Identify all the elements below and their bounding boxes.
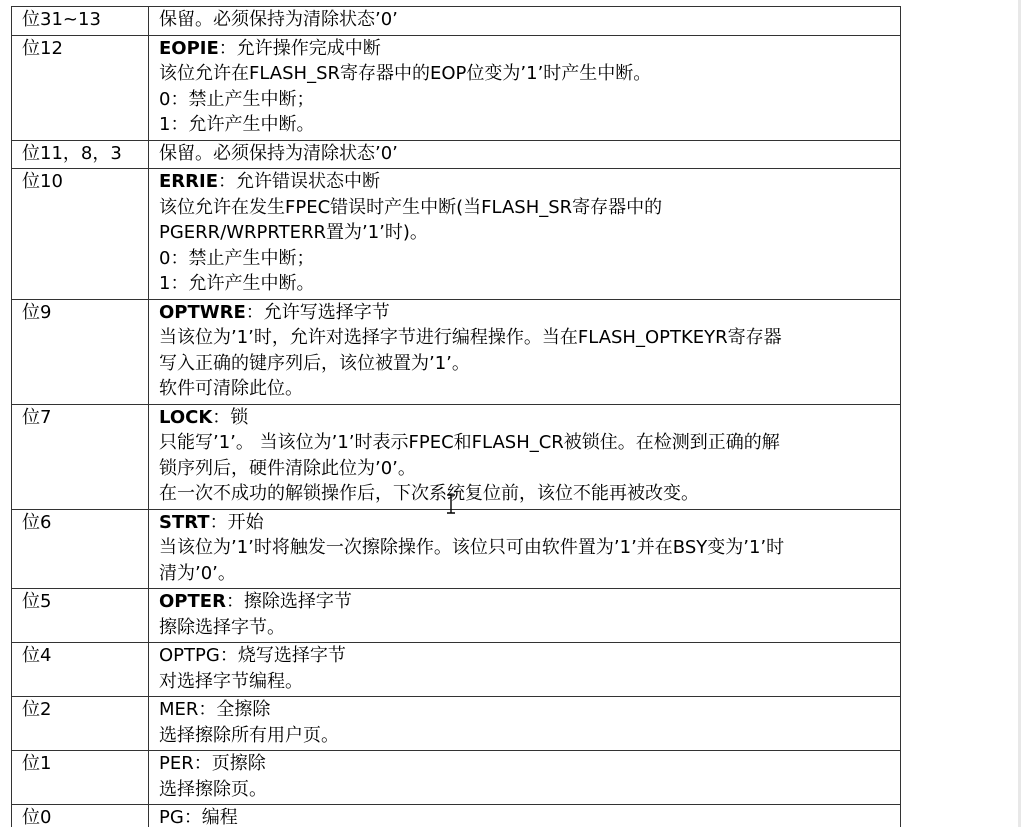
- table-row: [12, 299, 901, 404]
- bit-position: 位0: [12, 805, 149, 827]
- description-line: 锁序列后，硬件清除此位为’0’。: [159, 457, 416, 479]
- bit-position: 位11，8，3: [12, 140, 149, 169]
- field-title: [159, 751, 900, 777]
- description-line: 选择擦除页。: [159, 778, 267, 800]
- field-title: [159, 405, 900, 431]
- description-line: 当该位为’1’时将触发一次擦除操作。该位只可由软件置为’1’并在BSY变为’1’时: [159, 537, 785, 558]
- field-name: PG: [159, 807, 184, 827]
- description-line: 清为’0’。: [159, 562, 236, 584]
- description-line: 擦除选择字节。: [159, 616, 285, 638]
- field-title-suffix: ：擦除选择字节: [225, 591, 352, 612]
- text-cursor-icon: [446, 494, 456, 514]
- field-title-suffix: ：页擦除: [193, 753, 266, 774]
- table-row: [12, 169, 901, 300]
- description-line: 保留。必须保持为清除状态’0’: [159, 142, 398, 164]
- table-row: [12, 35, 901, 140]
- field-name: PER: [159, 753, 194, 774]
- table-row: [12, 589, 901, 643]
- description-line: 1：允许产生中断。: [159, 114, 315, 135]
- field-name: OPTWRE: [159, 301, 246, 323]
- description-line: 0：禁止产生中断；: [159, 88, 315, 110]
- bit-position: 位2: [12, 697, 149, 751]
- description-line: 在一次不成功的解锁操作后，下次系统复位前，该位不能再被改变。: [159, 483, 699, 504]
- bit-position: 位5: [12, 589, 149, 643]
- bit-position: 位4: [12, 643, 149, 697]
- field-title: [159, 697, 900, 723]
- field-title-suffix: ：允许操作完成中断: [218, 37, 381, 59]
- description-line: 1：允许产生中断。: [159, 273, 315, 294]
- bit-description: [149, 7, 901, 36]
- bit-position: 位7: [12, 404, 149, 509]
- bit-description: [149, 509, 901, 589]
- bit-description: [149, 751, 901, 805]
- table-row: [12, 7, 901, 36]
- bit-description: [149, 299, 901, 404]
- bit-position: 位6: [12, 509, 149, 589]
- description-line: 软件可清除此位。: [159, 378, 303, 399]
- field-title-suffix: ：编程: [183, 807, 238, 827]
- description-line: 当该位为’1’时，允许对选择字节进行编程操作。当在FLASH_OPTKEYR寄存器: [159, 327, 782, 348]
- table-row: [12, 751, 901, 805]
- bit-position: 位31~13: [12, 7, 149, 36]
- bit-description: [149, 169, 901, 300]
- bit-description: [149, 404, 901, 509]
- field-title-suffix: ：烧写选择字节: [219, 645, 346, 666]
- bit-description: [149, 35, 901, 140]
- bit-position: 位10: [12, 169, 149, 300]
- field-name: OPTER: [159, 591, 226, 612]
- field-title: [159, 169, 900, 195]
- bit-description: [149, 643, 901, 697]
- description-line: 对选择字节编程。: [159, 670, 303, 692]
- field-title: [159, 36, 900, 62]
- description-line: 该位允许在发生FPEC错误时产生中断(当FLASH_SR寄存器中的: [159, 196, 663, 218]
- field-title: [159, 643, 900, 669]
- field-title: [159, 805, 900, 827]
- bit-description: [149, 805, 901, 827]
- bit-description: [149, 589, 901, 643]
- register-bit-table: [11, 6, 901, 827]
- field-title-suffix: ：开始: [209, 511, 264, 533]
- bit-position: 位1: [12, 751, 149, 805]
- bit-position: 位9: [12, 299, 149, 404]
- description-line: 选择擦除所有用户页。: [159, 724, 339, 746]
- field-name: OPTPG: [159, 645, 220, 666]
- table-row: [12, 643, 901, 697]
- field-name: MER: [159, 699, 199, 720]
- bit-description: [149, 697, 901, 751]
- table-row: [12, 140, 901, 169]
- table-row: [12, 404, 901, 509]
- field-title: [159, 589, 900, 615]
- field-title-suffix: ：锁: [212, 406, 249, 428]
- field-title-suffix: ：允许错误状态中断: [218, 171, 381, 192]
- field-title: [159, 300, 900, 326]
- table-row: [12, 509, 901, 589]
- field-title-suffix: ：全擦除: [198, 699, 271, 720]
- bit-description: [149, 140, 901, 169]
- description-line: 0：禁止产生中断；: [159, 247, 315, 269]
- field-title: [159, 510, 900, 536]
- description-line: 保留。必须保持为清除状态’0’: [159, 9, 398, 30]
- field-name: STRT: [159, 511, 210, 533]
- field-name: LOCK: [159, 406, 213, 428]
- table-row: [12, 805, 901, 827]
- field-title-suffix: ：允许写选择字节: [245, 301, 390, 323]
- table-row: [12, 697, 901, 751]
- description-line: 该位允许在FLASH_SR寄存器中的EOP位变为’1’时产生中断。: [159, 63, 652, 84]
- bit-position: 位12: [12, 35, 149, 140]
- field-name: EOPIE: [159, 37, 219, 59]
- description-line: 只能写’1’。 当该位为’1’时表示FPEC和FLASH_CR被锁住。在检测到正确的解: [159, 432, 780, 453]
- description-line: PGERR/WRPRTERR置为’1’时)。: [159, 222, 428, 243]
- description-line: 写入正确的键序列后，该位被置为’1’。: [159, 352, 470, 374]
- field-name: ERRIE: [159, 171, 219, 192]
